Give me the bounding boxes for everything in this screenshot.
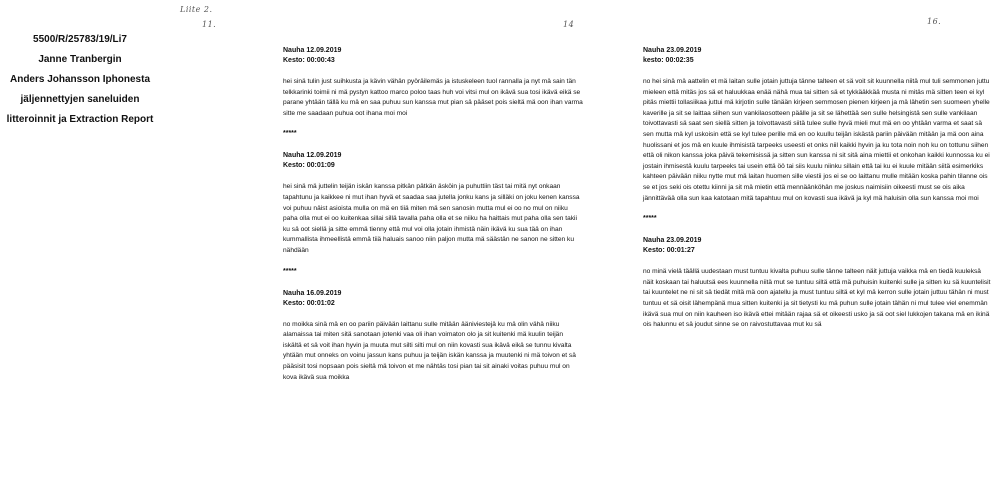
transcript-text: no hei sinä mä aattelin et mä laitan sulle jotain juttuja tänne talteen et sä voit sit kuunnella niitä mul tuli semmonen juttu mieleen että mitäs jos sä et haluukkaa enää nähä mua tai sitten sä et tykkääkkää musta ni mitäs mä sitten teen ei kyl pitäs miettii tollasiikaa juttui mä kirjotin sulle tänään kirjeen semmosen pienen kirjeen ja mä lähetin sen suomeen yhelle kaverille ja sit se laittaa siihen sun vankilaosotteen päälle ja sit se lähettää sen sulle helsingistä sen sulle vankilaan toivottavasti sä saat sen siellä sitten ja toivottavasti siitä tulee sulle hyvä mieli mut mä en oo yhtään varma et saat sä sen mutta mä kyl uskoisin että se kyl tulee perille mä en oo kuullu teijän iskästä pariin päivään mitään ja mä oon aina huolissani et jos mä en kuule ihmisistä tarpeeks useesti et onks niil kaikki hyvin ja ku tota noin noh ku on tottunu siihen että oli nikon kanssa joka päivä tekemisissä ja sitten sun kanssa ni sit sitä aina miettii et onkohan kaikki kunnossa ku ei jostain ihmisestä kuulu tarpeeks tai usein että öö tai siis kuulu niinku sillain että tai ku ei kuule mitään siitä esimerkiks kahteen päivään niiku nytte mut mä laitan huomen sille viestii jos ei se oo laittanu mulle mitään koska pahin tilanne ois se et jos seki ois otettu kiinni ja sit mä mietin että mennäänköhän me joskus naimisiin oikeesti must se ois aika jännittävää olla sun kaa katotaan mitä tapahtuu mul on kovasti sua ikävä ja kyl mä haluisin olla sun kanssa moi moi	[643, 78, 990, 202]
transcript-entry	[283, 151, 583, 256]
header-line-4: litteroinnit ja Extraction Report	[6, 114, 154, 125]
handwritten-annex-label: Liite 2.	[180, 5, 213, 14]
transcript-text: hei sinä mä juttelin teijän iskän kanssa pitkän pätkän äsköin ja puhuttiin täst tai mitä nyt onkaan tapahtunu ja kaikkee ni mut ihan hyvä et saadaa saa jutella jonku kans ja silläki on joku kenen kanssa voi puhuu näist asioista mulla on mä en tiiä miten mä sen sanosin mutta mul ei oo no mul on niiku paha olla mut ei oo kuitenkaa sillai sillä tavalla paha olla et se niiku ha haittais mut paha olla sen takii ku sä oot siellä ja sitte emmä tienny että mul voi olla jotain ihmistä näin ikävä ku sua tää on ihan kummallista ihmeellistä emmä tiiä haluais sanoo niin paljon mutta mä säästän ne sanon ne sitten ku nähdään	[283, 183, 580, 254]
handwritten-page-number-14: 14	[563, 20, 575, 29]
recording-title: Nauha 23.09.2019	[643, 47, 702, 54]
recording-duration: Kesto: 00:00:43	[283, 57, 335, 64]
transcript-entry	[283, 46, 583, 119]
recording-title: Nauha 12.09.2019	[283, 152, 342, 160]
recording-title: Nauha 16.09.2019	[283, 289, 342, 297]
recording-duration: kesto: 00:02:35	[643, 57, 694, 64]
header-line-3: jäljennettyjen saneluiden	[20, 94, 140, 105]
header-line-2: Anders Johansson Iphonesta	[9, 74, 151, 85]
transcript-text: no moikka sinä mä en oo pariin päivään laittanu sulle mitään ääniviestejä ku mä olin vähä niiku alamaissa tai miten sitä sanotaan jotenki vaa oli ihan voimaton olo ja sit kuitenki mä kuulin teijän iskältä et sä voit ihan hyvin ja muuta mut silti silti mul on niin kovasti sua ikävä eikä se tunnu kivalta yhtään mut onneks on voinu jassun kans puhuu ja teijän iskän kanssa ja muutenki ni mä toivon et sä pääsisit tosi nopsaan pois sieltä mä toivon et me nähtäs tosi pian tai sit ainaki voitas puhuu mul on kova ikävä sua moikka	[283, 320, 576, 381]
recording-duration: Kesto: 00:01:09	[283, 162, 335, 170]
entry-separator: *****	[643, 215, 657, 223]
recording-title: Nauha 12.09.2019	[283, 47, 342, 54]
handwritten-page-number-16: 16.	[927, 17, 942, 26]
case-number: 5500/R/25783/19/Li7	[33, 34, 127, 45]
recording-title: Nauha 23.09.2019	[643, 237, 702, 245]
document-header	[0, 30, 160, 130]
recording-duration: Kesto: 00:01:02	[283, 299, 335, 307]
transcript-text: hei sinä tulin just suihkusta ja kävin vähän pyöräilemäs ja istuskeleen tuol rannalla ja nyt mä sain tän telkkarinki toimii ni mä pystyn kattoo marco poloo taas huh voi vitsi mul on ikävä sua tosi ikävä eikä se parane yhtään tällä ku mä en saa puhuu sun kanssa mut pian sä pääset pois sieltä mä oon ihan varma sitte me saadaan puhua oot ihana moi moi	[283, 78, 583, 117]
transcript-entry	[643, 236, 993, 331]
transcript-text: no minä vielä täällä uudestaan must tuntuu kivalta puhuu sulle tänne talteen näit juttuja vaikka mä en tiedä kuuleksä näit koskaan tai haluutsä ees kuunnella niitä mut se tuntuu siltä että mä puhuisin kuitenki sulle ja sitten ku sä kuuntelisit tai kuuntelet ne ni sit sä tiedät mitä mä oon ajatellu ja must tuntuu siltä et kyl mä kerron sulle jotain juttuu tähän ni must tuntuu et sä oisit lähempänä mua sitten kuitenki ja sit tietysti ku mä puhun sulle jotain tähän ni mul tulee viel enemmän ikävä sua mul on niin kauheen iso ikävä ettei mitään rajaa sä et oikeesti usko ja sä oot siel lukkojen takana mä en ikinä ois halunnu et sä joudut sinne se on raivostuttavaa mut ku sä	[643, 268, 991, 329]
recording-duration: Kesto: 00:01:27	[643, 247, 695, 255]
transcript-column-2	[643, 46, 993, 331]
entry-separator: *****	[283, 130, 297, 138]
transcript-entry	[283, 289, 583, 384]
transcript-entry	[643, 46, 993, 204]
entry-separator: *****	[283, 267, 297, 275]
header-line-1: Janne Tranbergin	[38, 54, 122, 65]
transcript-column-1	[283, 46, 583, 383]
handwritten-page-number-11: 11.	[202, 20, 217, 29]
